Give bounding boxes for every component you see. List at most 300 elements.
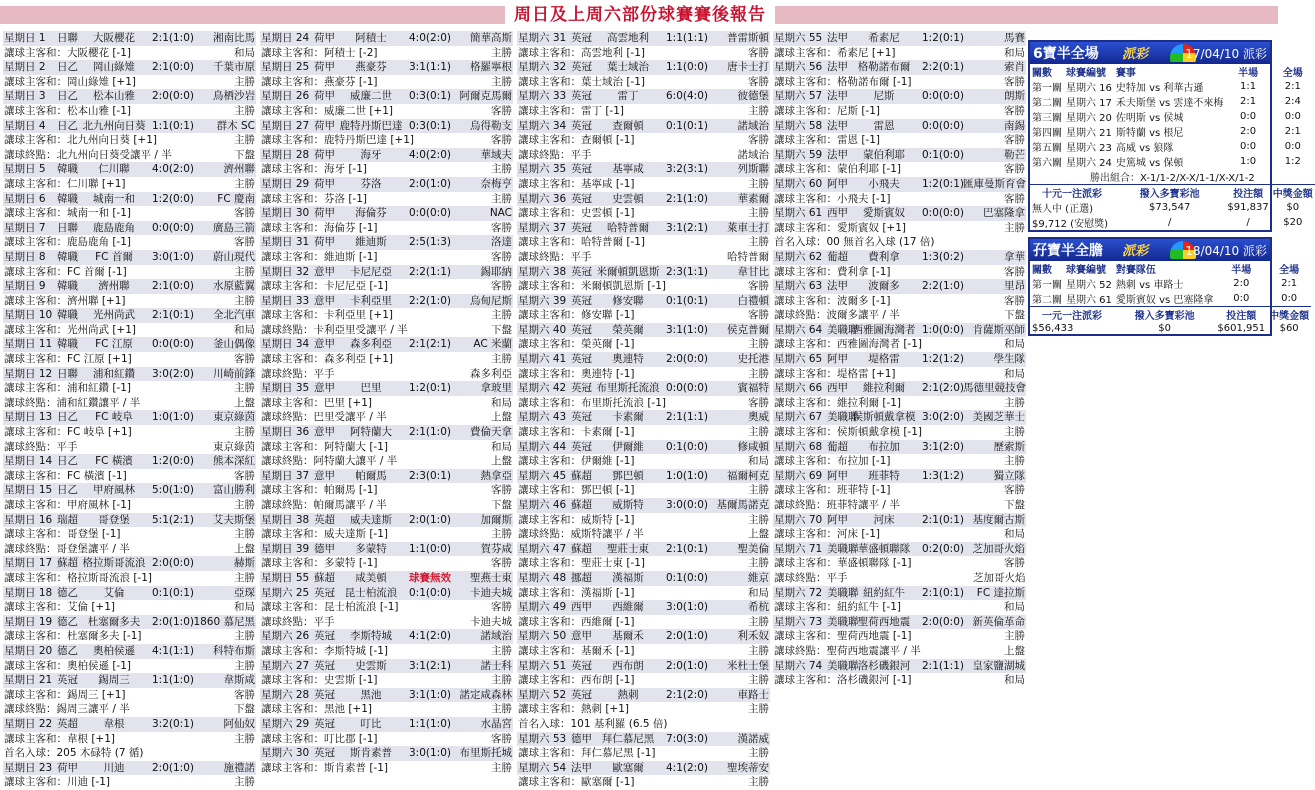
score: 3:0(1:0) (409, 747, 451, 760)
result-row (3, 440, 256, 455)
result-text: 讓球主客和：斯肯素普 [-1] (261, 761, 388, 774)
page-title: 周日及上周六部份球賽賽後報告 (505, 0, 775, 30)
result-row (260, 410, 513, 425)
match-number: 星期日 2 (4, 61, 46, 74)
result-text: 讓球主客和：榮英爾 [-1] (518, 338, 635, 351)
result-text: 讓球主客和：班菲特 [-1] (774, 484, 891, 497)
match-row (517, 381, 770, 396)
match-number: 星期六 28 (261, 688, 310, 701)
away-team: 巴塞隆拿 (983, 207, 1025, 220)
result-outcome: 主勝 (234, 659, 255, 672)
score: 5:1(2:1) (152, 513, 194, 526)
away-team: 賀芬咸 (480, 542, 512, 555)
match-row (3, 717, 256, 732)
league: 英冠 (571, 411, 592, 424)
league: 日乙 (57, 119, 78, 132)
payout-header-cell: 投注額 (1215, 307, 1267, 323)
result-text: 讓球主客和：堤格雷 [+1] (774, 367, 896, 380)
match-row (773, 177, 1026, 192)
result-text: 讓球主客和：FC 岐阜 [+1] (4, 426, 132, 439)
result-row (773, 192, 1026, 207)
match-row (517, 688, 770, 703)
result-outcome: 主勝 (234, 382, 255, 395)
match-row (773, 542, 1026, 557)
result-text: 讓球主客和：鹿島鹿角 [-1] (4, 236, 131, 249)
score: 2:0(1:0) (666, 659, 708, 672)
match-number: 星期六 69 (774, 469, 823, 482)
result-text: 讓球主客和：漢福斯 [-1] (518, 586, 635, 599)
away-team: 里昂 (1004, 280, 1025, 293)
result-text: 讓球主客和：光州尚武 [+1] (4, 323, 137, 336)
table-cell: 0:0 (1233, 293, 1250, 304)
league: 英冠 (571, 294, 592, 307)
result-text: 讓球主客和：尼斯 [-1] (774, 104, 880, 117)
match-row (3, 162, 256, 177)
result-outcome: 主勝 (491, 192, 512, 205)
score: 0:2(0:0) (922, 542, 964, 555)
away-team: 熱拿亞 (480, 469, 512, 482)
result-row (517, 775, 770, 790)
result-outcome: 主勝 (1004, 630, 1025, 643)
panel-date: 18/04/10 派彩 (1185, 244, 1267, 258)
result-text: 讓球主客和：米爾頓凱恩斯 [-1] (518, 280, 666, 293)
league: 法甲 (827, 119, 848, 132)
match-number: 星期六 56 (774, 61, 823, 74)
home-team: 奧連特 (612, 353, 644, 366)
result-text: 讓球終點：浦和紅鑽讓平 / 半 (4, 396, 141, 409)
league: 英冠 (314, 688, 335, 701)
match-row (3, 308, 256, 323)
home-team: 威廉二世 (350, 90, 392, 103)
match-number: 星期六 47 (518, 542, 567, 555)
result-row (260, 192, 513, 207)
result-text: 讓球主客和：韋根 [+1] (4, 732, 116, 745)
match-row (773, 250, 1026, 265)
result-text: 讓球主客和：河床 [-1] (774, 528, 880, 541)
result-outcome: 下盤 (491, 323, 512, 336)
away-team: 基爾馬諾克 (716, 499, 769, 511)
result-text: 讓球主客和：洛杉磯銀河 [-1] (774, 674, 912, 687)
away-team: 彼德堡 (737, 90, 769, 103)
home-team: 鹿特丹斯巴達 (339, 119, 403, 132)
away-team: 熊本深紅 (213, 455, 255, 468)
result-row (3, 702, 256, 717)
away-team: 千葉市原 (213, 61, 255, 74)
result-outcome: 和局 (234, 323, 255, 336)
league: 英冠 (571, 353, 592, 366)
score: 0:0(0:0) (409, 207, 451, 220)
home-team: 帕爾馬 (355, 469, 387, 482)
match-number: 星期日 37 (261, 469, 310, 482)
score: 2:2(1:1) (409, 265, 451, 278)
result-outcome: 和局 (491, 396, 512, 409)
result-outcome: 和局 (234, 601, 255, 614)
six-up-panel (1028, 40, 1313, 232)
match-row (260, 381, 513, 396)
home-team: 希素尼 (868, 32, 900, 44)
score: 3:1(2:1) (666, 221, 708, 234)
result-text: 讓球主客和：聖莊士東 [-1] (518, 557, 645, 570)
match-row (3, 89, 256, 104)
match-row (3, 119, 256, 134)
away-team: 美國芝華士 (972, 411, 1025, 424)
result-text: 讓球主客和：基爾禾 [-1] (518, 644, 635, 657)
away-team: 科特布斯 (213, 644, 255, 657)
home-team: 燕豪芬 (355, 61, 387, 74)
home-team: FC 首爾 (95, 250, 133, 263)
result-text: 讓球主客和：艾倫 [+1] (4, 601, 116, 614)
league: 蘇超 (571, 542, 592, 555)
result-text: 讓球主客和：維拉利爾 [-1] (774, 396, 901, 409)
match-number: 星期日 31 (261, 236, 310, 249)
result-text: 首名入球：205 木碌特 (7 循) (4, 747, 144, 760)
league: 韓職 (57, 250, 78, 263)
away-team: NAC (489, 207, 512, 220)
result-text: 讓球主客和：侯斯頓戴拿模 [-1] (774, 426, 922, 439)
match-number: 星期六 51 (518, 659, 567, 672)
result-row (260, 323, 513, 338)
result-text: 讓球主客和：伊爾維 [-1] (518, 455, 635, 468)
match-number: 星期六 25 (261, 586, 310, 599)
match-number: 星期日 29 (261, 177, 310, 190)
result-outcome: 上盤 (491, 455, 512, 468)
league: 英冠 (314, 717, 335, 730)
result-outcome: 主勝 (748, 615, 769, 628)
result-text: 讓球主客和：高雲地利 [-1] (518, 46, 645, 59)
result-outcome: 主勝 (234, 104, 255, 117)
result-outcome: 主勝 (748, 338, 769, 351)
result-text: 讓球終點：波爾多讓平 / 半 (774, 309, 900, 322)
result-outcome: 主勝 (234, 776, 255, 789)
league: 英冠 (571, 440, 592, 453)
match-number: 星期六 62 (774, 250, 823, 263)
match-row (773, 279, 1026, 294)
result-row (773, 483, 1026, 498)
result-outcome: 客勝 (234, 236, 255, 249)
result-row (517, 556, 770, 571)
home-team: 威斯特 (612, 499, 644, 511)
home-team: 哥登堡 (98, 513, 130, 526)
match-number: 星期日 16 (4, 513, 53, 526)
score: 0:1(0:1) (666, 119, 708, 132)
result-row (260, 396, 513, 411)
table-cell: 1:1 (1240, 81, 1257, 92)
league: 阿甲 (827, 353, 848, 366)
result-outcome: 主勝 (748, 513, 769, 526)
match-row (260, 206, 513, 221)
result-row (3, 600, 256, 615)
home-team: 北九州向日葵 (82, 119, 146, 132)
result-text: 讓球主客和：基寧咸 [-1] (518, 177, 635, 190)
result-outcome: 和局 (1004, 674, 1025, 687)
score: 3:1(1:0) (666, 323, 708, 336)
league: 意甲 (314, 382, 335, 395)
result-outcome: 主勝 (234, 528, 255, 541)
home-team: 韋根 (103, 717, 125, 730)
match-row (773, 469, 1026, 484)
away-team: 烏甸尼斯 (470, 294, 512, 307)
league: 日乙 (57, 484, 78, 497)
score: 2:2(1:0) (922, 280, 964, 293)
result-text: 讓球主客和：大阪櫻花 [-1] (4, 46, 131, 59)
home-team: FC 岐阜 (95, 411, 133, 424)
match-number: 星期日 33 (261, 294, 310, 307)
match-number: 星期日 38 (261, 513, 310, 526)
score: 5:0(1:0) (152, 484, 194, 497)
result-outcome: 客勝 (1004, 265, 1025, 278)
home-team: 森多利亞 (350, 338, 392, 351)
home-team: 李斯特城 (350, 630, 392, 643)
winning-combo: 勝出組合：X-1/1-2/X-X/1-1/X-X/1-2 (1089, 173, 1255, 184)
result-outcome: 森多利亞 (470, 367, 512, 380)
home-team: FC 江原 (95, 338, 133, 351)
home-team: 蒙伯利耶 (863, 148, 905, 161)
result-outcome: 主勝 (234, 177, 255, 190)
match-number: 星期六 57 (774, 90, 823, 103)
score: 2:1(0:1) (666, 542, 708, 555)
league: 英冠 (314, 747, 335, 760)
result-text: 讓球主客和：威廉二世 [+1] (261, 104, 394, 117)
league: 法甲 (827, 148, 848, 161)
home-team: 鄧巴頓 (612, 469, 644, 482)
result-row (260, 250, 513, 265)
result-row (773, 46, 1026, 61)
result-row (260, 702, 513, 717)
away-team: 加爾斯 (480, 513, 512, 526)
table-cell: 2:1 (1281, 278, 1298, 289)
home-team: 甲府風林 (93, 484, 135, 497)
payout-cell: $9,712 (安慰獎) (1032, 219, 1108, 230)
result-text: 讓球主客和：拜仁慕尼黑 [-1] (518, 747, 656, 760)
home-team: 海牙 (360, 148, 382, 161)
result-text: 讓球終點：平手 (261, 367, 335, 380)
match-row (773, 440, 1026, 455)
score: 0:1(0:0) (409, 586, 451, 599)
away-team: 東京綠茵 (213, 411, 255, 424)
match-number: 星期日 14 (4, 455, 53, 468)
away-team: 新英倫革命 (972, 615, 1025, 628)
result-outcome: 主勝 (748, 674, 769, 687)
result-text: 讓球終點：巴里受讓平 / 半 (261, 411, 387, 424)
match-row (3, 250, 256, 265)
payout-row (1030, 200, 1315, 215)
match-number: 星期日 25 (261, 61, 310, 74)
result-row (260, 600, 513, 615)
result-text: 讓球終點：哥登堡讓平 / 半 (4, 542, 130, 555)
match-row (260, 31, 513, 46)
payout-header-cell: 投注額 (1225, 185, 1270, 201)
score: 0:1(0:0) (666, 571, 708, 584)
result-row (517, 279, 770, 294)
result-row (773, 396, 1026, 411)
home-team: 卡素爾 (612, 411, 644, 424)
result-row (773, 235, 1026, 250)
league: 意甲 (314, 469, 335, 482)
result-text: 讓球主客和：錫周三 [+1] (4, 688, 126, 701)
score: 2:1(1:0) (666, 192, 708, 205)
score: 1:0(1:0) (666, 469, 708, 482)
result-text: 讓球主客和：FC 首爾 [-1] (4, 265, 127, 278)
home-team: 威夫達斯 (350, 513, 392, 526)
result-text: 讓球主客和：阿特蘭大 [-1] (261, 440, 388, 453)
match-number: 星期六 26 (261, 630, 310, 643)
result-text: 讓球主客和：蒙伯利耶 [-1] (774, 163, 901, 176)
league: 英冠 (314, 586, 335, 599)
result-text: 讓球主客和：西雅圖海灣者 [-1] (774, 338, 922, 351)
score: 2:0(1:0) (666, 630, 708, 643)
score: 1:1(1:1) (666, 32, 708, 44)
score: 0:0(0:0) (922, 119, 964, 132)
away-team: 布里斯托城 (459, 747, 512, 760)
match-number: 星期日 55 (261, 571, 310, 584)
league: 法甲 (827, 90, 848, 103)
away-team: FC 達拉斯 (976, 586, 1025, 599)
result-row (260, 498, 513, 513)
result-text: 讓球主客和：華盛頓聯隊 [-1] (774, 557, 912, 570)
result-text: 讓球終點：北九州向日葵受讓平 / 半 (4, 148, 172, 161)
result-row (773, 294, 1026, 309)
result-row (260, 367, 513, 382)
result-text: 讓球主客和：哥登堡 [-1] (4, 528, 121, 541)
payout-cell: $0 (1158, 322, 1172, 334)
score: 2:2(0:1) (922, 61, 964, 74)
result-row (517, 308, 770, 323)
match-row (517, 221, 770, 236)
payout-cell: $73,547 (1148, 202, 1191, 213)
score: 1:2(0:0) (152, 455, 194, 468)
league: 韓職 (57, 280, 78, 293)
result-text: 讓球主客和：布拉加 [-1] (774, 455, 891, 468)
table-cell: 史篤城 vs 保頓 (1115, 158, 1184, 169)
score: 1:1(1:0) (152, 674, 194, 687)
result-text: 讓球主客和：奧柏侯遜 [-1] (4, 659, 131, 672)
league: 西甲 (571, 601, 592, 614)
home-team: 咸美頓 (355, 571, 387, 584)
away-team: 水原藍翼 (213, 280, 255, 293)
result-text: 讓球主客和：奧連特 [-1] (518, 367, 635, 380)
result-text: 讓球主客和：西維爾 [-1] (518, 615, 635, 628)
result-text: 讓球主客和：小飛夫 [-1] (774, 192, 891, 205)
payout-header-cell: 一元一注派彩 (1030, 307, 1114, 323)
results-column-2 (260, 31, 513, 779)
result-text: 讓球終點：平手 (261, 615, 335, 628)
result-outcome: 客勝 (1004, 294, 1025, 307)
panel-name: 6寶半全場 (1033, 46, 1099, 62)
result-outcome: 客勝 (748, 75, 769, 88)
score: 1:1(0:0) (666, 61, 708, 74)
match-number: 星期六 50 (518, 630, 567, 643)
home-team: 聖莊士東 (607, 542, 649, 555)
league: 荷甲 (314, 90, 335, 103)
result-text: 讓球主客和：布里斯托流浪 [-1] (518, 396, 666, 409)
result-row (517, 454, 770, 469)
home-team: 洛杉磯銀河 (857, 659, 911, 672)
match-row (3, 337, 256, 352)
result-text: 讓球主客和：FC 橫濱 [-1] (4, 469, 127, 482)
result-outcome: 主勝 (491, 703, 512, 716)
result-text: 讓球主客和：雷恩 [-1] (774, 134, 880, 147)
away-team: 福爾柯克 (727, 469, 769, 482)
home-team: 大阪櫻花 (93, 32, 135, 44)
result-row (517, 337, 770, 352)
match-number: 星期六 58 (774, 119, 823, 132)
result-row (260, 454, 513, 469)
home-team: 卡利亞里 (350, 294, 392, 307)
result-row (3, 732, 256, 747)
payout-row (1030, 215, 1315, 230)
panel-header (1030, 42, 1270, 64)
score: 3:2(0:1) (152, 717, 194, 730)
result-row (260, 556, 513, 571)
result-row (773, 308, 1026, 323)
score: 2:1(0:1) (152, 309, 194, 322)
table-cell: 第一關 (1032, 280, 1062, 291)
home-team: 河床 (873, 513, 895, 526)
match-row (260, 717, 513, 732)
match-row (3, 221, 256, 236)
result-text: 讓球主客和：歐塞爾 [-1] (518, 776, 635, 789)
score: 0:3(0:1) (409, 119, 451, 132)
league: 英冠 (571, 323, 592, 336)
home-team: 侯斯頓戴拿模 (852, 411, 916, 424)
away-team: 肯薩斯巫師 (972, 323, 1025, 336)
home-team: 雷丁 (617, 90, 639, 103)
match-number: 星期六 73 (774, 615, 823, 628)
match-number: 星期六 38 (518, 265, 567, 278)
table-cell: 佐明斯 vs 侯城 (1115, 113, 1184, 124)
league: 葡超 (827, 440, 848, 453)
home-team: 黑池 (360, 688, 382, 701)
home-team: 岡山綠雉 (93, 61, 135, 74)
match-row (260, 586, 513, 601)
match-number: 星期六 63 (774, 280, 823, 293)
result-text: 讓球主客和：史雲斯 [-1] (261, 674, 378, 687)
result-outcome: 主勝 (748, 236, 769, 249)
match-number: 星期日 28 (261, 148, 310, 161)
table-header (1030, 261, 1311, 276)
home-team: 費利拿 (868, 250, 900, 263)
result-text: 讓球主客和：城南一和 [-1] (4, 207, 131, 220)
table-row (1030, 154, 1315, 169)
score: 3:2(3:1) (666, 163, 708, 176)
match-number: 星期日 24 (261, 32, 310, 44)
away-team: 亞琛 (234, 586, 255, 599)
table-cell: 2:1 (1284, 81, 1301, 92)
result-text: 讓球主客和：叮比郡 [-1] (261, 732, 378, 745)
away-team: 普雷斯頓 (727, 32, 769, 44)
result-text: 讓球終點：卡利亞里受讓平 / 半 (261, 323, 408, 336)
match-row (773, 89, 1026, 104)
result-text: 讓球主客和：燕豪芬 [-1] (261, 75, 378, 88)
away-team: AC 米蘭 (473, 338, 512, 351)
result-outcome: 主勝 (491, 528, 512, 541)
score: 4:0(2:0) (409, 148, 451, 161)
result-row (3, 206, 256, 221)
result-row (517, 104, 770, 119)
league: 瑞超 (57, 513, 78, 526)
panel-brand: 派彩 (1122, 47, 1149, 62)
league: 挪超 (571, 571, 592, 584)
away-team: 芝加哥火焰 (972, 542, 1025, 555)
home-team: 奧柏侯遜 (93, 644, 135, 657)
match-number: 星期六 52 (518, 688, 567, 701)
result-outcome: 上盤 (234, 542, 255, 555)
away-team: 獨立隊 (993, 469, 1025, 482)
home-team: 堤格雷 (868, 353, 900, 366)
table-cell: 史特加 vs 利華古遜 (1115, 83, 1204, 94)
score: 4:1(2:0) (409, 630, 451, 643)
score: 1:1(0:1) (152, 119, 194, 132)
